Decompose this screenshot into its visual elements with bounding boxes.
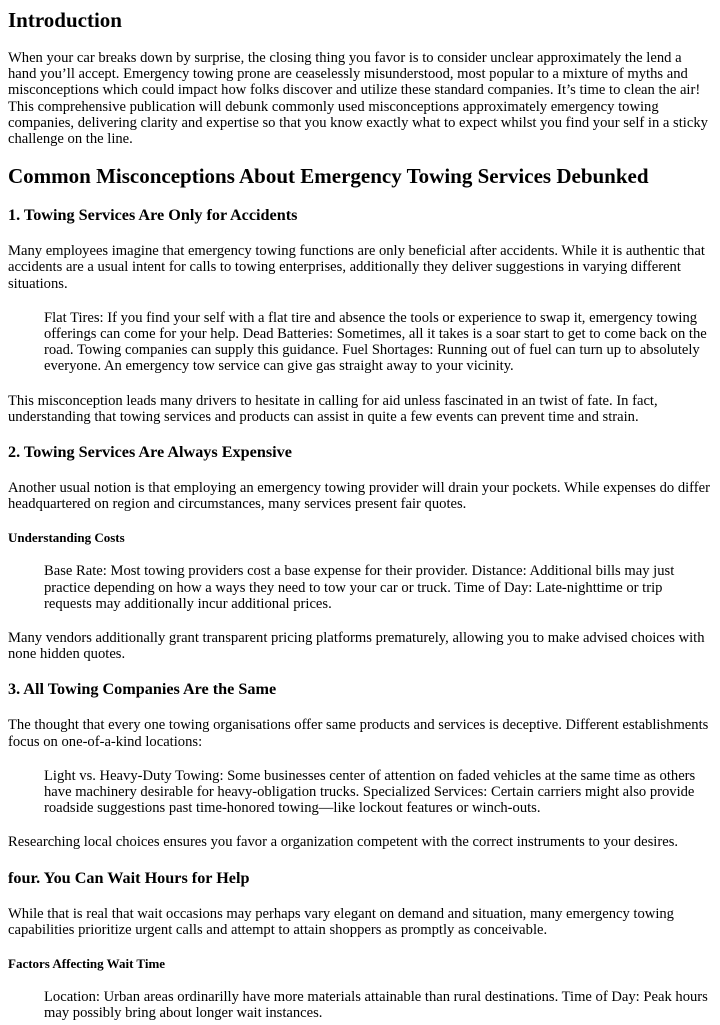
section-2-quote: Base Rate: Most towing providers cost a base expense for their provider. Distance: Additional bills may just practice depending on how a ways they need to tow your car or truck. Time of Day: Late-nighttime or trip requests may additionally incur additional prices.	[44, 563, 675, 612]
section-3-heading: 3. All Towing Companies Are the Same	[8, 680, 277, 699]
section-1-paragraph: Many employees imagine that emergency towing functions are only beneficial after accidents. While it is authentic that accidents are a usual intent for calls to towing enterprises, additionally they deliver suggestions in varying different situations.	[8, 243, 705, 292]
main-heading: Common Misconceptions About Emergency Towing Services Debunked	[8, 164, 649, 189]
section-4-paragraph: While that is real that wait occasions may perhaps vary elegant on demand and situation, many emergency towing capabilities prioritize urgent calls and attempt to attain shoppers as promptly as conceivable.	[8, 905, 674, 938]
section-4-quote: Location: Urban areas ordinarilly have more materials attainable than rural destinations. Time of Day: Peak hours may possibly bring about longer wait instances.	[44, 989, 708, 1022]
section-1-quote: Flat Tires: If you find your self with a flat tire and absence the tools or experience to swap it, emergency towing offerings can come for your help. Dead Batteries: Sometimes, all it takes is a soar start to get to come back on the road. Towing companies can supply this guidance. Fuel Shortages: Running out of fuel can turn up to absolutely everyone. An emergency tow service can give gas straight away to your vicinity.	[44, 309, 707, 375]
section-2-subheading: Understanding Costs	[8, 530, 125, 546]
section-4-subheading: Factors Affecting Wait Time	[8, 956, 166, 972]
section-1-closing-paragraph: This misconception leads many drivers to hesitate in calling for aid unless fascinated in an twist of fate. In fact, understanding that towing services and products can assist in quite a few events can prevent time and strain.	[8, 392, 658, 425]
section-1-heading: 1. Towing Services Are Only for Accidents	[8, 206, 298, 225]
section-3-closing-paragraph: Researching local choices ensures you favor a organization competent with the correct instruments to your desires.	[8, 834, 679, 851]
section-3-quote: Light vs. Heavy-Duty Towing: Some businesses center of attention on faded vehicles at the same time as others have machinery desirable for heavy-obligation trucks. Specialized Services: Certain carriers might also provide roadside suggestions past time-honored towing—like lockout features or winch-outs.	[44, 767, 696, 817]
intro-heading: Introduction	[8, 8, 122, 32]
section-3-paragraph: The thought that every one towing organisations offer same products and services is deceptive. Different establishments focus on one-of-a-kind locations:	[8, 717, 709, 750]
section-2-closing-paragraph: Many vendors additionally grant transparent pricing platforms prematurely, allowing you to make advised choices with none hidden quotes.	[8, 630, 705, 663]
intro-paragraph: When your car breaks down by surprise, the closing thing you favor is to consider unclear approximately the lend a hand you’ll accept. Emergency towing prone are ceaselessly misunderstood, most popular to a mixture of myths and misconceptions which could impact how folks discover and utilize these standard companies. It’s time to clean the air! This comprehensive publication will debunk commonly used misconceptions approximately emergency towing companies, delivering clarity and expertise so that you know exactly what to expect whilst you find your self in a sticky challenge on the line.	[8, 50, 708, 148]
section-2-paragraph: Another usual notion is that employing an emergency towing provider will drain your pockets. While expenses do differ headquartered on region and circumstances, many services present fair quotes.	[8, 480, 710, 513]
article	[0, 8, 720, 1022]
section-4-heading: four. You Can Wait Hours for Help	[8, 868, 250, 887]
section-2-heading: 2. Towing Services Are Always Expensive	[8, 443, 292, 462]
